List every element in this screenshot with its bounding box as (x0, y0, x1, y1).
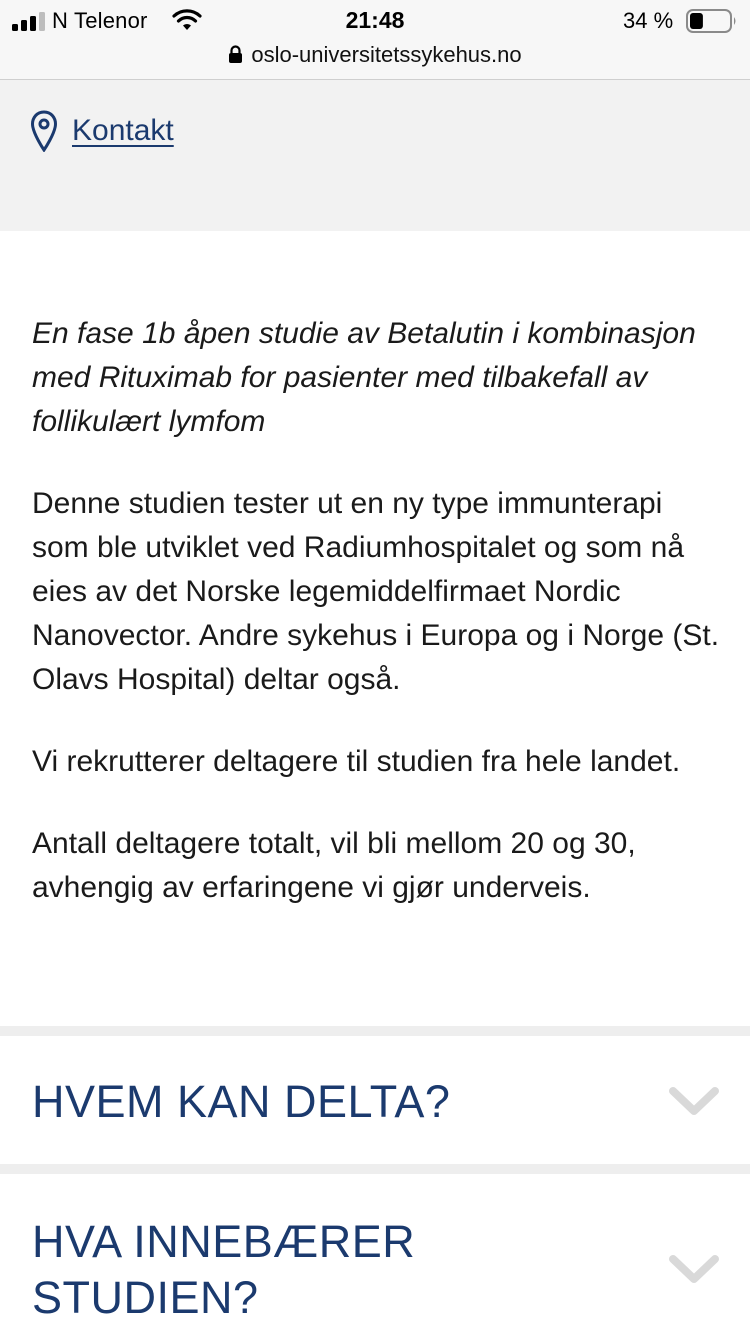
status-bar (0, 0, 750, 42)
clock: 21:48 (345, 7, 405, 33)
accordion-what-does-study-involve[interactable] (0, 1174, 750, 1334)
chevron-down-icon (668, 1254, 720, 1284)
paragraph-recruitment: Vi rekrutterer deltagere til studien fra hele landet. (32, 745, 681, 778)
contact-link-label: Kontakt (72, 114, 174, 147)
lock-icon (228, 45, 243, 64)
browser-top-bar (0, 0, 750, 80)
location-pin-icon (30, 110, 58, 152)
contact-link[interactable] (30, 110, 174, 152)
divider (0, 1164, 750, 1174)
study-lead: En fase 1b åpen studie av Betalutin i kombinasjon med Rituximab for pasienter med tilbakefall av follikulært lymfom (32, 317, 696, 438)
url-text: oslo-universitetssykehus.no (251, 42, 522, 67)
accordion-who-can-participate[interactable] (0, 1036, 750, 1164)
address-bar[interactable] (0, 42, 750, 68)
divider (0, 1026, 750, 1036)
battery-percentage: 34 % (623, 8, 674, 33)
paragraph-participants: Antall deltagere totalt, vil bli mellom 20 og 30, avhengig av erfaringene vi gjør underveis. (32, 827, 636, 904)
chevron-down-icon (668, 1086, 720, 1116)
battery-icon (686, 9, 738, 33)
contact-section (0, 80, 750, 231)
carrier-name: N Telenor (52, 8, 148, 33)
study-description (32, 312, 722, 948)
accordion-title: HVEM KAN DELTA? (32, 1076, 451, 1127)
accordion-title: HVA INNEBÆRER STUDIEN? (32, 1216, 416, 1323)
paragraph-intro: Denne studien tester ut en ny type immunterapi som ble utviklet ved Radiumhospitalet og som nå eies av det Norske legemiddelfirmaet Nordic Nanovector. Andre sykehus i Europa og i Norge (St. Olavs Hospital) deltar også. (32, 487, 720, 696)
